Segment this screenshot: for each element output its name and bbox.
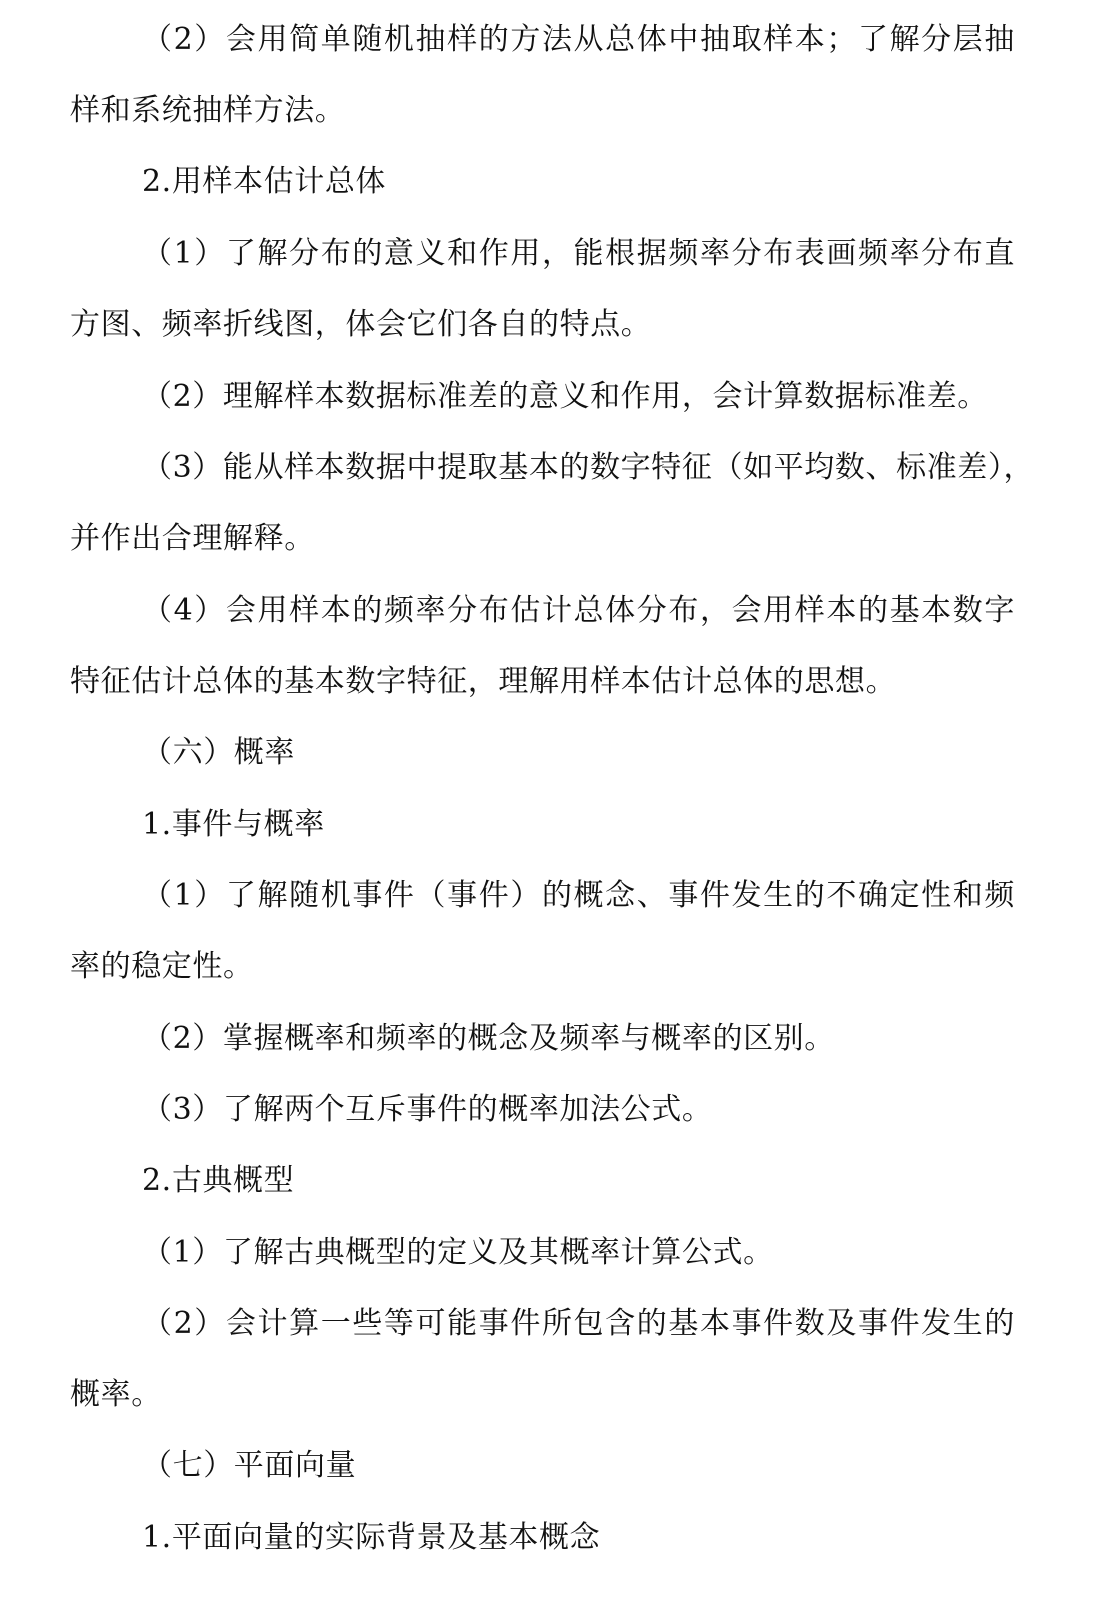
text-line: （2）理解样本数据标准差的意义和作用，会计算数据标准差。: [142, 379, 988, 414]
text-line: 率的稳定性。: [70, 949, 254, 984]
text-line: （1）了解分布的意义和作用，能根据频率分布表画频率分布直: [142, 236, 1015, 271]
text-line: 概率。: [70, 1377, 162, 1412]
text-line: （1）了解随机事件（事件）的概念、事件发生的不确定性和频: [142, 878, 1015, 913]
text-line: 并作出合理解释。: [70, 521, 315, 556]
text-line: （1）了解古典概型的定义及其概率计算公式。: [142, 1235, 774, 1270]
section-heading: 2.用样本估计总体: [142, 164, 387, 199]
text-line: 样和系统抽样方法。: [70, 93, 346, 128]
section-heading: （六）概率: [142, 735, 295, 770]
text-line: （3）能从样本数据中提取基本的数字特征（如平均数、标准差），: [142, 450, 1035, 485]
text-line: （4）会用样本的频率分布估计总体分布，会用样本的基本数字: [142, 593, 1015, 628]
section-heading: 2.古典概型: [142, 1163, 295, 1198]
text-line: （2）掌握概率和频率的概念及频率与概率的区别。: [142, 1021, 835, 1056]
text-line: （3）了解两个互斥事件的概率加法公式。: [142, 1092, 713, 1127]
section-heading: 1.平面向量的实际背景及基本概念: [142, 1520, 601, 1555]
text-line: （2）会计算一些等可能事件所包含的基本事件数及事件发生的: [142, 1306, 1015, 1341]
text-line: 方图、频率折线图，体会它们各自的特点。: [70, 307, 652, 342]
text-line: 特征估计总体的基本数字特征，理解用样本估计总体的思想。: [70, 664, 897, 699]
section-heading: 1.事件与概率: [142, 807, 325, 842]
section-heading: （七）平面向量: [142, 1448, 357, 1483]
text-line: （2）会用简单随机抽样的方法从总体中抽取样本；了解分层抽: [142, 22, 1015, 57]
